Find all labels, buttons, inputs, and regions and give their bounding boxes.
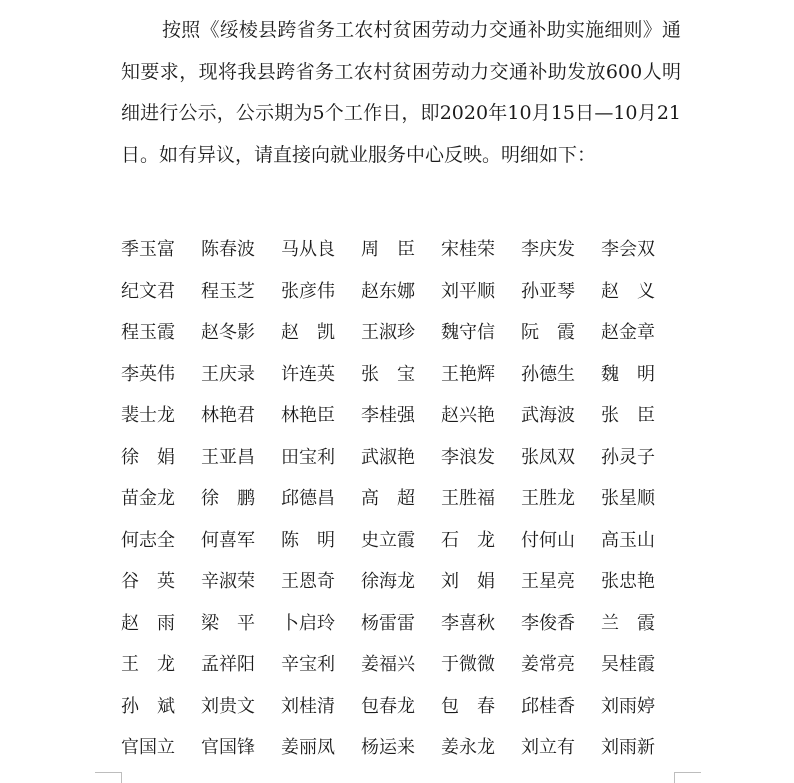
name-entry: 程玉芝 <box>201 280 255 302</box>
name-entry: 邱德昌 <box>281 488 335 509</box>
name-entry: 王淑珍 <box>361 322 415 343</box>
name-entry: 徐海龙 <box>361 571 415 592</box>
name-entry: 卜启玲 <box>281 612 335 634</box>
name-entry: 李浪发 <box>441 446 495 468</box>
name-entry: 高玉山 <box>601 529 655 551</box>
name-entry: 程玉霞 <box>121 322 175 343</box>
name-entry: 武淑艳 <box>361 446 415 468</box>
name-entry: 王庆录 <box>201 363 255 385</box>
name-entry: 刘平顺 <box>441 280 495 302</box>
name-entry: 辛宝利 <box>281 654 335 675</box>
name-entry: 张忠艳 <box>601 571 655 592</box>
name-entry: 李英伟 <box>121 363 175 385</box>
name-entry: 孙灵子 <box>601 446 655 468</box>
name-entry: 刘 娟 <box>441 571 495 592</box>
name-entry: 姜丽凤 <box>281 737 335 758</box>
name-entry: 孙 斌 <box>121 695 175 717</box>
name-entry: 官国立 <box>121 737 175 758</box>
name-entry: 陈春波 <box>201 239 255 260</box>
name-entry: 姜永龙 <box>441 737 495 758</box>
name-entry: 刘贵文 <box>201 695 255 717</box>
name-entry: 包 春 <box>441 695 495 717</box>
name-entry: 刘雨婷 <box>601 695 655 717</box>
name-entry: 李桂强 <box>361 405 415 426</box>
name-entry: 赵金章 <box>601 322 655 343</box>
name-entry: 张 臣 <box>601 405 655 426</box>
name-entry: 林艳臣 <box>281 405 335 426</box>
name-entry: 王恩奇 <box>281 571 335 592</box>
name-entry: 谷 英 <box>121 571 175 592</box>
name-entry: 王胜龙 <box>521 488 575 509</box>
name-entry: 赵东娜 <box>361 280 415 302</box>
name-entry: 于微微 <box>441 654 495 675</box>
name-entry: 官国锋 <box>201 737 255 758</box>
name-entry: 王艳辉 <box>441 363 495 385</box>
name-entry: 姜常亮 <box>521 654 575 675</box>
name-entry: 田宝利 <box>281 446 335 468</box>
name-entry: 马从良 <box>281 239 335 260</box>
page-margin-mark-left <box>95 772 122 783</box>
name-entry: 张彦伟 <box>281 280 335 302</box>
name-entry: 吴桂霞 <box>601 654 655 675</box>
name-entry: 裴士龙 <box>121 405 175 426</box>
name-entry: 季玉富 <box>121 239 175 260</box>
name-entry: 杨雷雷 <box>361 612 415 634</box>
name-entry: 李会双 <box>601 239 655 260</box>
name-entry: 高 超 <box>361 488 415 509</box>
name-entry: 武海波 <box>521 405 575 426</box>
names-list <box>121 229 681 769</box>
name-entry: 石 龙 <box>441 529 495 551</box>
name-entry: 李喜秋 <box>441 612 495 634</box>
name-entry: 包春龙 <box>361 695 415 717</box>
notice-paragraph: 按照《绥棱县跨省务工农村贫困劳动力交通补助实施细则》通知要求，现将我县跨省务工农村贫困劳动力交通补助发放600人明细进行公示，公示期为5个工作日，即2020年10月15日—10月21日。如有异议，请直接向就业服务中心反映。明细如下： <box>121 19 681 166</box>
name-entry: 徐 鹏 <box>201 488 255 509</box>
name-entry: 赵 雨 <box>121 612 175 634</box>
name-entry: 林艳君 <box>201 405 255 426</box>
name-entry: 何喜军 <box>201 529 255 551</box>
name-entry: 杨运来 <box>361 737 415 758</box>
name-entry: 张 宝 <box>361 363 415 385</box>
name-entry: 张凤双 <box>521 446 575 468</box>
name-entry: 刘立有 <box>521 737 575 758</box>
name-entry: 梁 平 <box>201 612 255 634</box>
name-entry: 刘雨新 <box>601 737 655 758</box>
name-entry: 魏 明 <box>601 363 655 385</box>
name-entry: 纪文君 <box>121 280 175 302</box>
name-entry: 王胜福 <box>441 488 495 509</box>
name-entry: 王 龙 <box>121 654 175 675</box>
name-entry: 王亚昌 <box>201 446 255 468</box>
name-entry: 孙亚琴 <box>521 280 575 302</box>
name-entry: 孙德生 <box>521 363 575 385</box>
name-entry: 辛淑荣 <box>201 571 255 592</box>
name-entry: 何志全 <box>121 529 175 551</box>
name-entry: 宋桂荣 <box>441 239 495 260</box>
name-entry: 许连英 <box>281 363 335 385</box>
name-entry: 周 臣 <box>361 239 415 260</box>
name-entry: 王星亮 <box>521 571 575 592</box>
name-entry: 史立霞 <box>361 529 415 551</box>
page-margin-mark-right <box>674 772 701 783</box>
name-entry: 李庆发 <box>521 239 575 260</box>
name-entry: 张星顺 <box>601 488 655 509</box>
name-entry: 李俊香 <box>521 612 575 634</box>
name-entry: 孟祥阳 <box>201 654 255 675</box>
name-entry: 阮 霞 <box>521 322 575 343</box>
name-entry: 赵 凯 <box>281 322 335 343</box>
name-entry: 赵 义 <box>601 280 655 302</box>
name-entry: 苗金龙 <box>121 488 175 509</box>
name-entry: 徐 娟 <box>121 446 175 468</box>
name-entry: 兰 霞 <box>601 612 655 634</box>
name-entry: 付何山 <box>521 529 575 551</box>
name-entry: 姜福兴 <box>361 654 415 675</box>
name-entry: 陈 明 <box>281 529 335 551</box>
name-entry: 魏守信 <box>441 322 495 343</box>
name-entry: 赵兴艳 <box>441 405 495 426</box>
name-entry: 邱桂香 <box>521 695 575 717</box>
name-entry: 刘桂清 <box>281 695 335 717</box>
name-entry: 赵冬影 <box>201 322 255 343</box>
